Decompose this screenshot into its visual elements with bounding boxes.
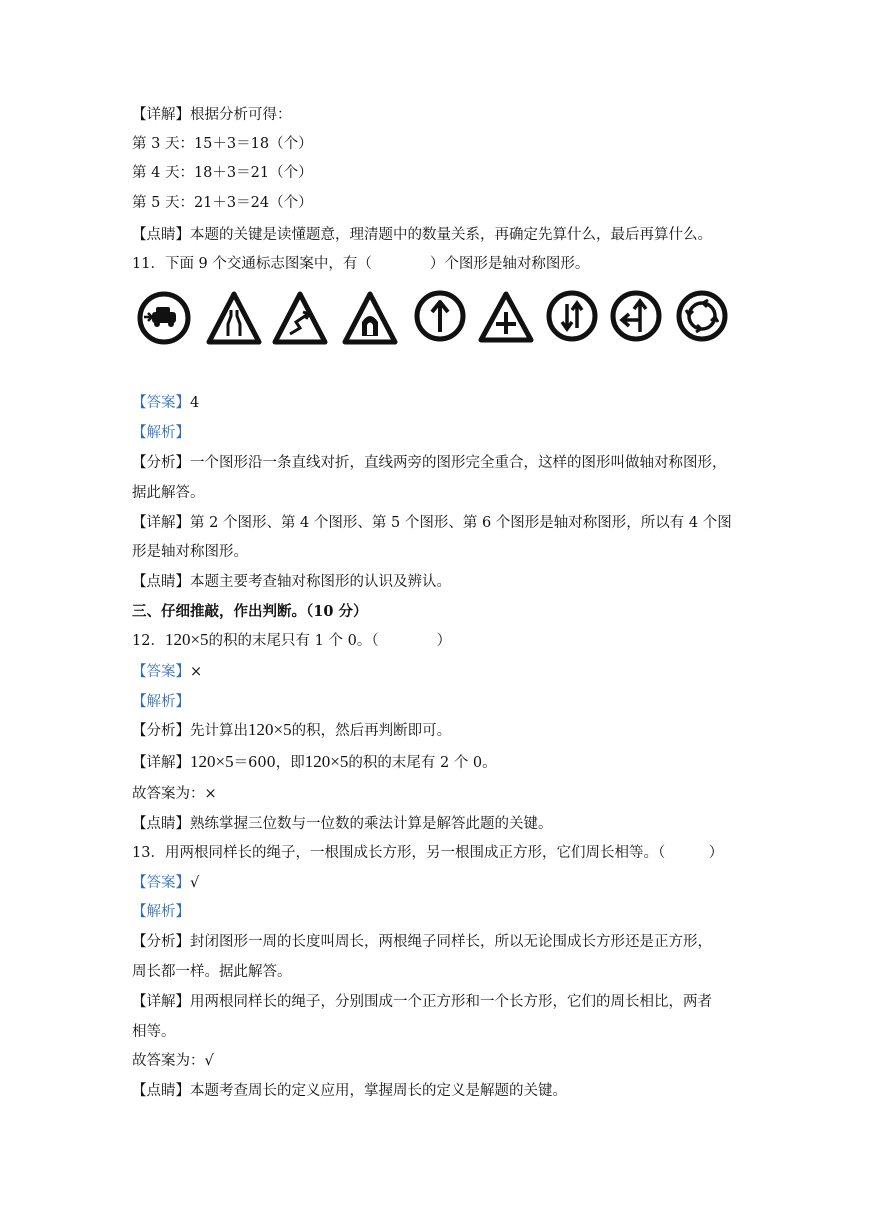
math-expression: 120×5 [190,752,234,771]
question-text: 的积的末尾只有 1 个 0。（ ） [208,633,452,649]
conclusion-12: 故答案为：× [132,786,217,802]
answer-value: √ [190,875,200,891]
analysis-12-tag: 【解析】 [132,694,190,710]
traffic-signs-row [132,288,732,352]
detail-text: 第 2 个图形、第 4 个图形、第 5 个图形、第 6 个图形是轴对称图形，所以有 4 个图 [190,515,732,531]
comment-text: 本题考查周长的定义应用，掌握周长的定义是解题的关键。 [190,1083,567,1099]
answer-value: 4 [190,395,200,411]
comment-12 [132,814,553,834]
fenxi-11-line1 [132,453,727,473]
fenxi-text: 先计算出 [190,723,248,739]
answer-12 [132,662,202,682]
analysis-11-tag: 【解析】 [132,425,190,441]
question-11: 11．下面 9 个交通标志图案中，有（ ）个图形是轴对称图形。 [132,256,590,272]
comment-13 [132,1081,567,1101]
crossroad-sign-icon [476,288,536,348]
no-overtaking-sign-icon [134,288,194,348]
day3-line: 第 3 天：15＋3＝18（个） [132,136,313,152]
math-expression: 120×5 [164,630,209,649]
detail-text: 用两根同样长的绳子，分别围成一个正方形和一个长方形，它们的周长相比，两者 [190,994,712,1010]
answer-11 [132,393,199,413]
fenxi-11-line2: 据此解答。 [132,485,205,501]
math-expression: 120×5 [248,720,292,739]
detail-tag: 【详解】 [132,755,190,771]
fenxi-tag: 【分析】 [132,455,190,471]
winding-road-sign-icon [270,288,330,348]
day4-line: 第 4 天：18＋3＝21（个） [132,165,313,181]
answer-13 [132,873,199,893]
fenxi-text: 封闭图形一周的长度叫周长，两根绳子同样长，所以无论围成长方形还是正方形， [190,934,712,950]
detail-12 [132,752,497,773]
conclusion-13: 故答案为：√ [132,1053,214,1069]
fenxi-12 [132,720,451,741]
detail-text: ＝600，即 [233,755,305,771]
two-way-traffic-sign-icon [542,288,602,348]
detail-text: 的积的末尾有 2 个 0。 [348,755,497,771]
math-expression: 120×5 [304,752,349,771]
comment-text: 熟练掌握三位数与一位数的乘法计算是解答此题的关键。 [190,816,553,832]
detail-11-line1 [132,513,732,533]
fenxi-text: 一个图形沿一条直线对折，直线两旁的图形完全重合，这样的图形叫做轴对称图形， [190,455,727,471]
fenxi-13-line2: 周长都一样。据此解答。 [132,964,292,980]
answer-tag: 【答案】 [132,395,190,411]
detail-tag: 【详解】 [132,515,190,531]
detail-tag: 【详解】 [132,994,190,1010]
fenxi-13-line1 [132,932,712,952]
straight-only-sign-icon [410,288,470,348]
road-narrows-sign-icon [204,288,264,348]
section-3-heading: 三、仔细推敲，作出判断。（10 分） [132,603,368,620]
detail-11-line2: 形是轴对称图形。 [132,544,248,560]
fenxi-text: 的积，然后再判断即可。 [291,723,452,739]
detail-tag: 【详解】 [132,107,190,123]
detail-13-line1 [132,992,712,1012]
answer-value: × [190,664,203,680]
comment-tag: 【点睛】 [132,227,190,243]
day5-line: 第 5 天：21＋3＝24（个） [132,195,313,211]
answer-tag: 【答案】 [132,875,190,891]
comment-tag: 【点睛】 [132,816,190,832]
question-13: 13．用两根同样长的绳子，一根围成长方形，另一根围成正方形，它们周长相等。（ ） [132,845,724,861]
comment-tag: 【点睛】 [132,574,190,590]
detail-text: 根据分析可得： [190,107,292,123]
question-number: 12． [132,633,165,649]
comment-line [132,225,712,245]
comment-11 [132,572,451,592]
detail-13-line2: 相等。 [132,1024,176,1040]
comment-text: 本题主要考查轴对称图形的认识及辨认。 [190,574,451,590]
question-12 [132,630,451,651]
tunnel-sign-icon [340,288,400,348]
roundabout-sign-icon [672,288,732,348]
left-and-straight-sign-icon [606,288,666,348]
fenxi-tag: 【分析】 [132,723,190,739]
analysis-13-tag: 【解析】 [132,904,190,920]
comment-tag: 【点睛】 [132,1083,190,1099]
detail-line [132,105,292,125]
fenxi-tag: 【分析】 [132,934,190,950]
answer-tag: 【答案】 [132,664,190,680]
comment-text: 本题的关键是读懂题意，理清题中的数量关系，再确定先算什么，最后再算什么。 [190,227,712,243]
